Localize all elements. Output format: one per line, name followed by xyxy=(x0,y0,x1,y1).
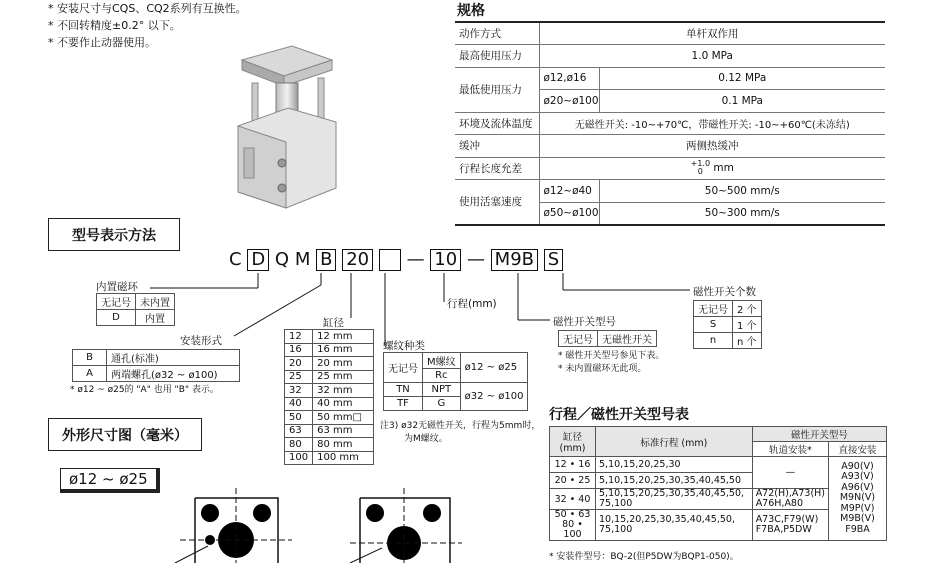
spec-label: 最低使用压力 xyxy=(459,84,522,96)
bore-row xyxy=(285,411,374,425)
cell: 100 mm xyxy=(313,451,374,465)
header-switch: 磁性开关型号 xyxy=(752,427,886,442)
cell: 50 xyxy=(285,411,313,425)
cell: 25 mm xyxy=(313,370,374,384)
switch-table-footnote: * 安装件型号：BQ-2(但P5DW为BQP1-050)。 xyxy=(549,552,739,562)
row-stroke: 10,15,20,25,30,35,40,45,50, 75,100 xyxy=(596,510,753,541)
spec-value: 无磁性开关: -10~+70℃，带磁性开关: -10~+60℃(未冻结) xyxy=(539,112,885,135)
code-m: M xyxy=(294,249,311,270)
bore-row xyxy=(285,397,374,411)
cell: 63 xyxy=(285,424,313,438)
header-direct: 直接安装 xyxy=(829,442,887,457)
cell: 两端螺孔(ø32 ~ ø100) xyxy=(107,366,240,382)
spec-value: 50~500 mm/s xyxy=(599,180,885,203)
mount-note: * ø12 ~ ø25的 "A" 也用 "B" 表示。 xyxy=(70,385,219,395)
switch-count-table xyxy=(693,300,762,349)
cell: S xyxy=(694,317,733,333)
cell: 无磁性开关 xyxy=(598,331,657,347)
dims-heading: 外形尺寸图（毫米） xyxy=(48,418,202,451)
cell: n xyxy=(694,333,733,349)
cell: 无记号 xyxy=(559,331,598,347)
code-stroke: 10 xyxy=(430,249,461,271)
spec-subkey: ø20~ø100 xyxy=(539,90,599,113)
switch-count-label: 磁性开关个数 xyxy=(693,286,756,298)
spec-label: 最高使用压力 xyxy=(459,50,522,63)
dims-range-label: ø12 ~ ø25 xyxy=(60,468,160,493)
cell: 通孔(标准) xyxy=(107,350,240,366)
cell: 32 xyxy=(285,384,313,398)
spec-label: 动作方式 xyxy=(459,28,501,40)
cell: 25 xyxy=(285,370,313,384)
spec-label: 环境及流体温度 xyxy=(459,117,533,130)
switch-type-label: 磁性开关型号 xyxy=(553,316,616,328)
cell: 内置 xyxy=(136,310,175,326)
code-q: Q xyxy=(274,249,290,270)
code-count: S xyxy=(544,249,563,271)
switch-table xyxy=(549,426,887,541)
cell: M螺纹 xyxy=(423,353,461,369)
header-stroke: 标准行程 (mm) xyxy=(596,427,753,457)
row-stroke: 5,10,15,20,25,30,35,40,45,50, 75,100 xyxy=(596,489,753,510)
code-b: B xyxy=(316,249,336,271)
tolerance-unit: mm xyxy=(713,162,734,175)
direct-mount-list: A90(V) A93(V) A96(V) M9N(V) M9P(V) M9B(V) F9BA xyxy=(829,457,887,541)
cell: D xyxy=(97,310,136,326)
cell: 12 xyxy=(285,330,313,344)
spec-value: 两侧热缓冲 xyxy=(539,135,885,158)
cell: NPT xyxy=(423,383,461,397)
cell: 16 xyxy=(285,343,313,357)
cell: 未内置 xyxy=(136,294,175,310)
cell: 80 xyxy=(285,438,313,452)
cell: 20 xyxy=(285,357,313,371)
cell: 40 xyxy=(285,397,313,411)
header-bore: 缸径 (mm) xyxy=(550,427,596,457)
howto-heading: 型号表示方法 xyxy=(48,218,180,251)
cell: G xyxy=(423,397,461,411)
bore-table xyxy=(284,329,374,465)
row-rail: A72(H),A73(H) A76H,A80 xyxy=(752,489,828,510)
note-line: * 不回转精度±0.2° 以下。 xyxy=(48,19,181,32)
cell: A xyxy=(73,366,107,382)
cell: 16 mm xyxy=(313,343,374,357)
code-switch: M9B xyxy=(491,249,538,271)
cell: 1 个 xyxy=(733,317,762,333)
bore-row xyxy=(285,451,374,465)
cell: 50 mm□ xyxy=(313,411,374,425)
switch-type-note: * 磁性开关型号参见下表。 xyxy=(558,351,665,361)
thread-label: 螺纹种类 xyxy=(383,340,425,352)
cell: 2 个 xyxy=(733,301,762,317)
spec-value: 0.12 MPa xyxy=(599,67,885,90)
spec-value: 50~300 mm/s xyxy=(599,202,885,225)
thread-table xyxy=(383,352,528,411)
row-bore: 12 • 16 xyxy=(550,457,596,473)
bore-row xyxy=(285,438,374,452)
cell: 63 mm xyxy=(313,424,374,438)
note-line: * 安装尺寸与CQS、CQ2系列有互换性。 xyxy=(48,2,247,15)
row-stroke: 5,10,15,20,25,30,35,40,45,50 xyxy=(596,473,753,489)
code-bore: 20 xyxy=(342,249,373,271)
cell: 无记号 xyxy=(694,301,733,317)
note-line: * 不要作止动器使用。 xyxy=(48,36,156,49)
row-bore: 50 • 63 80 • 100 xyxy=(550,510,596,541)
bore-row xyxy=(285,424,374,438)
cell: TN xyxy=(384,383,423,397)
mount-label: 安装形式 xyxy=(180,335,222,347)
row-bore: 20 • 25 xyxy=(550,473,596,489)
bore-row xyxy=(285,330,374,344)
code-d: D xyxy=(247,249,269,271)
spec-subkey: ø50~ø100 xyxy=(539,202,599,225)
cell: 40 mm xyxy=(313,397,374,411)
thread-note: 注3) ø32无磁性开关，行程为5mm时， xyxy=(380,421,541,431)
bore-row xyxy=(285,384,374,398)
cell: 100 xyxy=(285,451,313,465)
tolerance-lower: 0 xyxy=(697,167,703,177)
spec-title: 规格 xyxy=(457,3,485,19)
row-stroke: 5,10,15,20,25,30 xyxy=(596,457,753,473)
cell: n 个 xyxy=(733,333,762,349)
switch-table-title: 行程／磁性开关型号表 xyxy=(549,407,689,423)
cell: 32 mm xyxy=(313,384,374,398)
mount-table xyxy=(72,349,240,382)
cell: 20 mm xyxy=(313,357,374,371)
switch-type-note: * 未内置磁环无此项。 xyxy=(558,364,647,374)
spec-value: 1.0 MPa xyxy=(539,45,885,68)
spec-value: 0.1 MPa xyxy=(599,90,885,113)
spec-subkey: ø12,ø16 xyxy=(539,67,599,90)
cell: TF xyxy=(384,397,423,411)
cell: 80 mm xyxy=(313,438,374,452)
dimension-drawings xyxy=(170,488,470,563)
cell: 12 mm xyxy=(313,330,374,344)
magnet-label: 内置磁环 xyxy=(96,281,138,293)
bore-row xyxy=(285,357,374,371)
cell: ø32 ~ ø100 xyxy=(460,383,528,411)
header-rail: 轨道安装* xyxy=(752,442,828,457)
stroke-label: 行程(mm) xyxy=(447,298,497,310)
row-bore: 32 • 40 xyxy=(550,489,596,510)
tolerance-upper: +1.0 xyxy=(690,159,711,169)
spec-value: 单杆双作用 xyxy=(539,22,885,45)
code-dash: — xyxy=(466,249,485,270)
bore-label: 缸径 xyxy=(323,317,344,329)
code-c: C xyxy=(229,249,242,270)
spec-label: 行程长度允差 xyxy=(459,162,522,175)
row-rail: — xyxy=(752,457,828,489)
row-rail: A73C,F79(W) F7BA,P5DW xyxy=(752,510,828,541)
spec-label: 使用活塞速度 xyxy=(459,196,522,209)
cell: 无记号 xyxy=(97,294,136,310)
bore-row xyxy=(285,370,374,384)
spec-subkey: ø12~ø40 xyxy=(539,180,599,203)
cell: Rc xyxy=(423,369,461,383)
thread-note: 为M螺纹。 xyxy=(404,434,448,444)
code-dash: — xyxy=(406,249,425,270)
magnet-table xyxy=(96,293,175,326)
switch-type-table xyxy=(558,330,657,347)
spec-label: 缓冲 xyxy=(459,140,480,153)
cell: ø12 ~ ø25 xyxy=(460,353,528,383)
cell: 无记号 xyxy=(384,353,423,383)
bore-row xyxy=(285,343,374,357)
cell: B xyxy=(73,350,107,366)
